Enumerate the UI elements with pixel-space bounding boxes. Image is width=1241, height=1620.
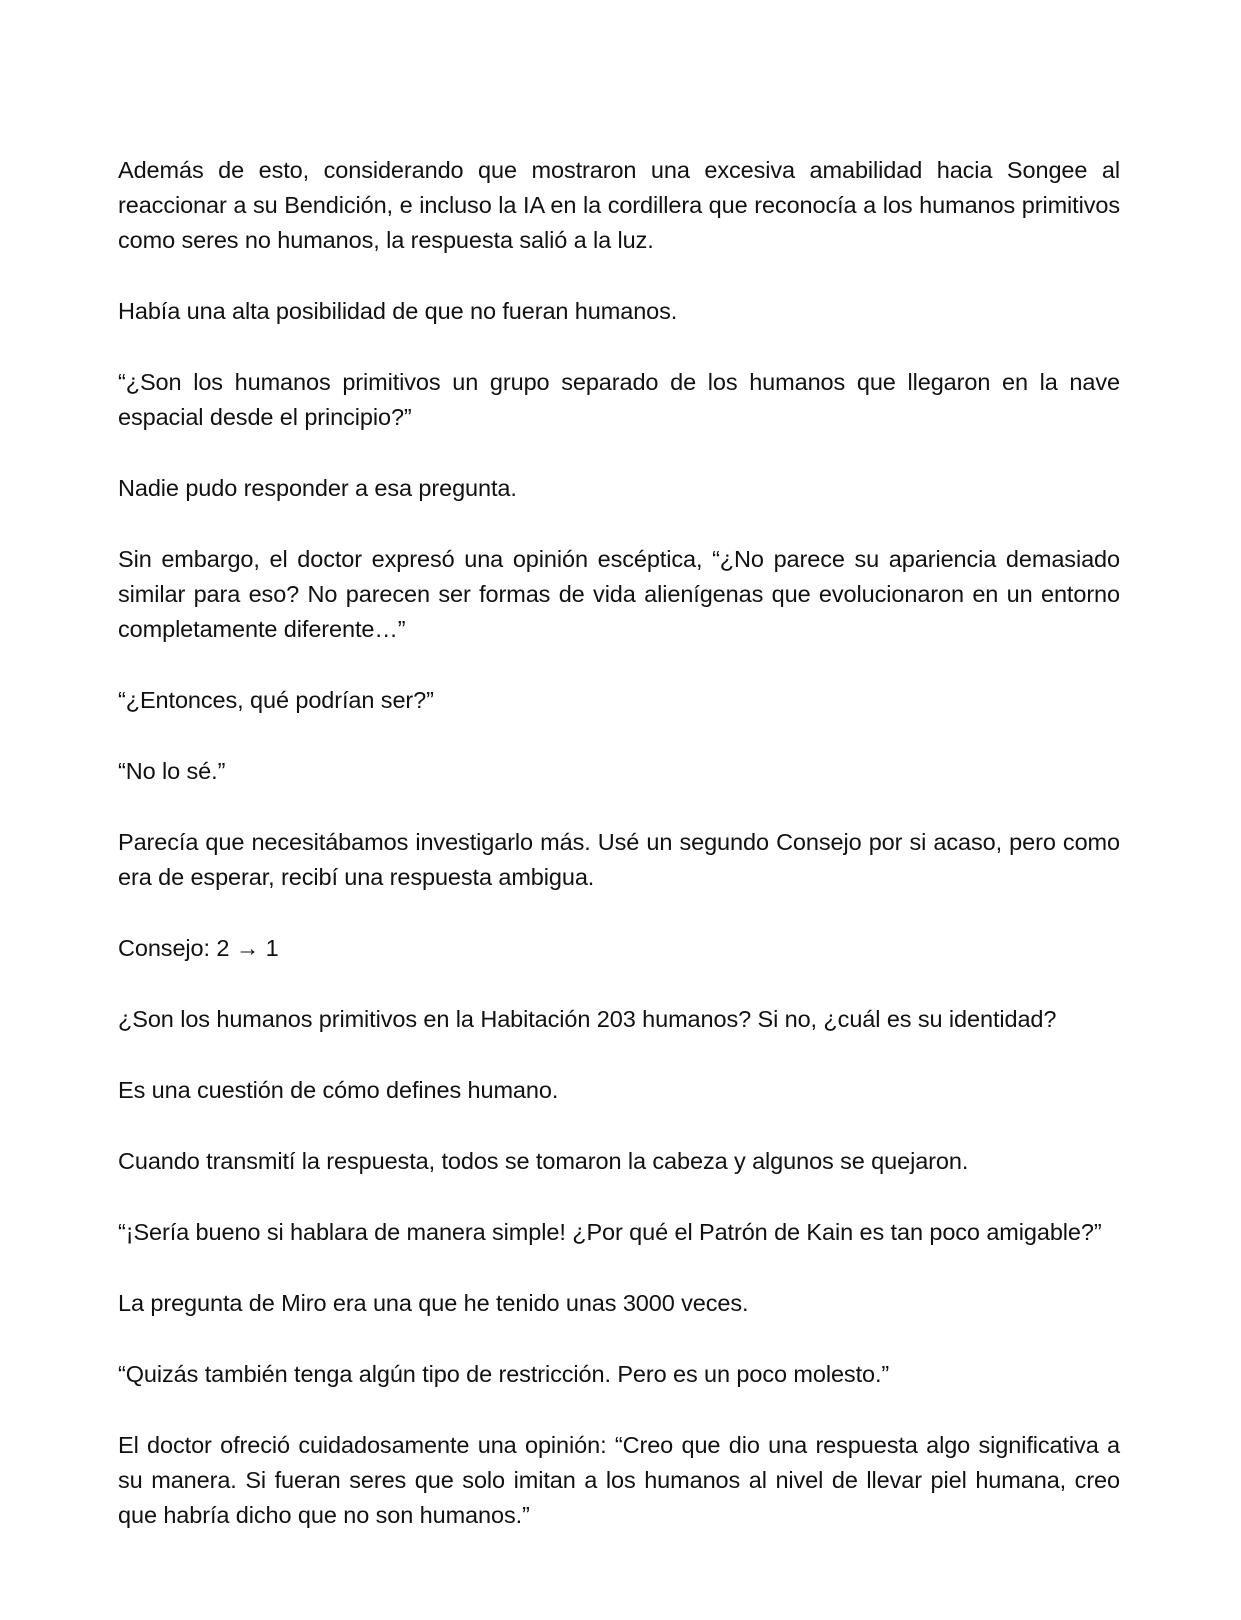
- paragraph: Nadie pudo responder a esa pregunta.: [118, 475, 517, 501]
- paragraph: La pregunta de Miro era una que he tenido unas 3000 veces.: [118, 1290, 749, 1316]
- paragraph: Cuando transmití la respuesta, todos se tomaron la cabeza y algunos se quejaron.: [118, 1148, 969, 1174]
- paragraph: Parecía que necesitábamos investigarlo más. Usé un segundo Consejo por si acaso, pero como era de esperar, recibí una respuesta ambigua.: [118, 829, 1120, 890]
- paragraph: El doctor ofreció cuidadosamente una opinión: “Creo que dio una respuesta algo significativa a su manera. Si fueran seres que solo imitan a los humanos al nivel de llevar piel humana, creo que habría dicho que no son humanos.”: [118, 1432, 1120, 1528]
- paragraph: Consejo: 2 → 1: [118, 935, 279, 961]
- paragraph: “¿Son los humanos primitivos un grupo separado de los humanos que llegaron en la nave espacial desde el principio?”: [118, 369, 1120, 430]
- paragraph: Sin embargo, el doctor expresó una opinión escéptica, “¿No parece su apariencia demasiado similar para eso? No parecen ser formas de vida alienígenas que evolucionaron en un entorno completamente diferente…”: [118, 546, 1120, 642]
- paragraph: Había una alta posibilidad de que no fueran humanos.: [118, 298, 678, 324]
- paragraph: Es una cuestión de cómo defines humano.: [118, 1077, 559, 1103]
- paragraph: “Quizás también tenga algún tipo de restricción. Pero es un poco molesto.”: [118, 1361, 890, 1387]
- paragraph: “¡Sería bueno si hablara de manera simple! ¿Por qué el Patrón de Kain es tan poco amigable?”: [118, 1219, 1102, 1245]
- paragraph: Además de esto, considerando que mostraron una excesiva amabilidad hacia Songee al reaccionar a su Bendición, e incluso la IA en la cordillera que reconocía a los humanos primitivos como seres no humanos, la respuesta salió a la luz.: [118, 157, 1120, 253]
- paragraph: “¿Entonces, qué podrían ser?”: [118, 687, 434, 713]
- paragraph: “No lo sé.”: [118, 758, 226, 784]
- paragraph: ¿Son los humanos primitivos en la Habitación 203 humanos? Si no, ¿cuál es su identidad?: [118, 1006, 1057, 1032]
